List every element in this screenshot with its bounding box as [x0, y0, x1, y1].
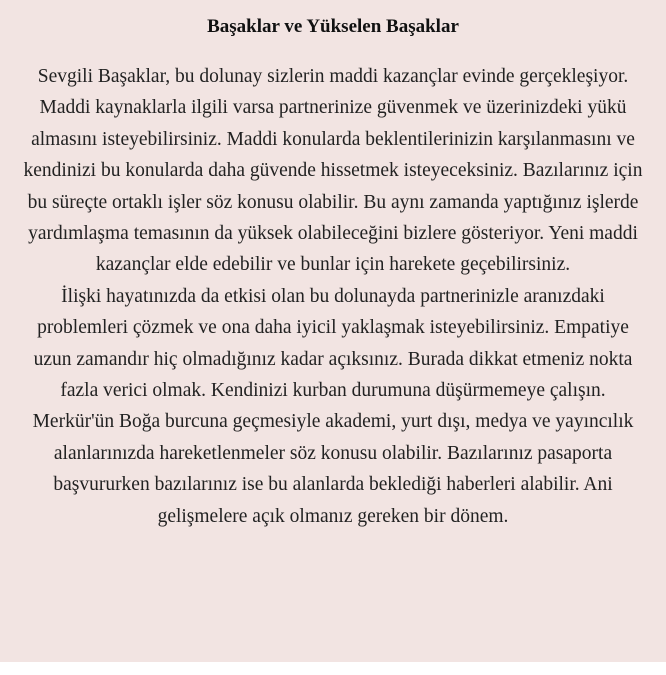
paragraph-mercury: Merkür'ün Boğa burcuna geçmesiyle akademi, yurt dışı, medya ve yayıncılık alanlarınızda hareketlenmeler söz konusu olabilir. Bazılarınız pasaporta başvururken bazılarınız ise bu alanlarda beklediği haberleri alabilir. Ani gelişmelere açık olmanız gereken bir dönem. [32, 411, 634, 527]
article-body [22, 61, 644, 532]
paragraph-relationship: İlişki hayatınızda da etkisi olan bu dolunayda partnerinizle aranızdaki problemleri çözmek ve ona daha iyicil yaklaşmak isteyebilirsiniz. Empatiye uzun zamandır hiç olmadığınız kadar açıksınız. Burada dikkat etmeniz nokta fazla verici olmak. Kendinizi kurban durumuna düşürmemeye çalışın. [33, 285, 633, 402]
article-title: Başaklar ve Yükselen Başaklar [207, 16, 459, 37]
paragraph-financial: Sevgili Başaklar, bu dolunay sizlerin maddi kazançlar evinde gerçekleşiyor. Maddi kaynaklarla ilgili varsa partnerinize güvenmek ve üzerinizdeki yükü almasını isteyebilirsiniz. Maddi konularda beklentilerinizin karşılanmasını ve kendinizi bu konularda daha güvende hissetmek isteyeceksiniz. Bazılarınız için bu süreçte ortaklı işler söz konusu olabilir. Bu aynı zamanda yaptığınız işlerde yardımlaşma temasının da yüksek olabileceğini bizlere gösteriyor. Yeni maddi kazançlar elde edebilir ve bunlar için harekete geçebilirsiniz. [23, 66, 643, 276]
